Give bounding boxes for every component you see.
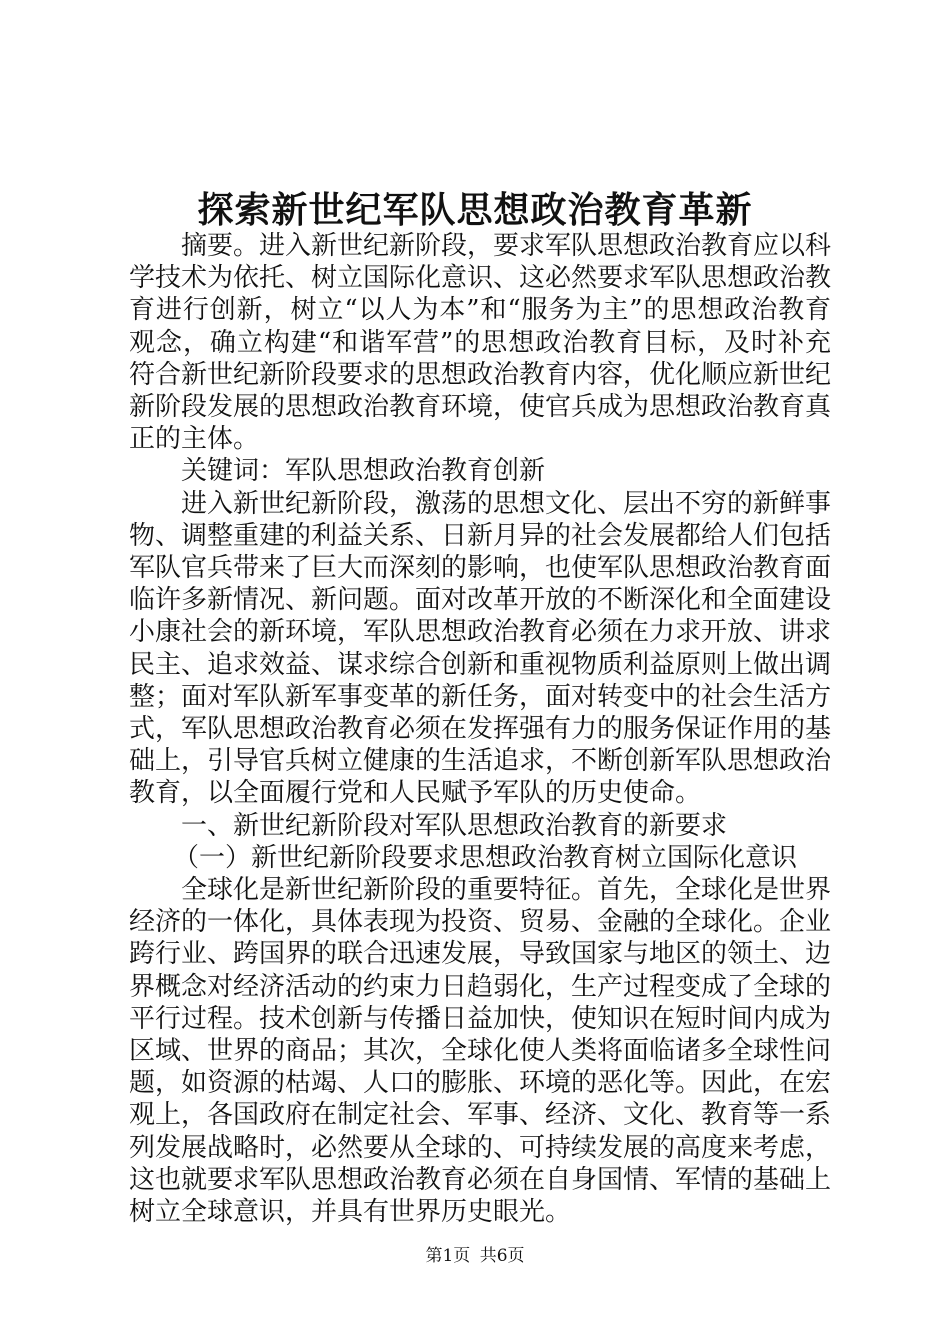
body-paragraph: 全球化是新世纪新阶段的重要特征。首先，全球化是世界经济的一体化，具体表现为投资、贸易、金融的全球化。企业跨行业、跨国界的联合迅速发展，导致国家与地区的领土、边界概念对经济活动的约束力日趋弱化，生产过程变成了全球的平行过程。技术创新与传播日益加快，使知识在短时间内成为区域、世界的商品；其次，全球化使人类将面临诸多全球性问题，如资源的枯竭、人口的膨胀、环境的恶化等。因此，在宏观上，各国政府在制定社会、军事、经济、文化、教育等一系列发展战略时，必然要从全球的、可持续发展的高度来考虑，这也就要求军队思想政治教育必须在自身国情、军情的基础上树立全球意识，并具有世界历史眼光。 — [129, 875, 832, 1228]
document-title: 探索新世纪军队思想政治教育革新 — [197, 189, 753, 231]
page-footer — [0, 1244, 950, 1268]
document-body — [129, 230, 831, 1228]
subsection-heading: （一）新世纪新阶段要求思想政治教育树立国际化意识 — [173, 842, 798, 873]
keywords-paragraph: 关键词：军队思想政治教育创新 — [181, 456, 546, 487]
intro-paragraph: 进入新世纪新阶段，激荡的思想文化、层出不穷的新鲜事物、调整重建的利益关系、日新月异的社会发展都给人们包括军队官兵带来了巨大而深刻的影响，也使军队思想政治教育面临许多新情况、新问题。面对改革开放的不断深化和全面建设小康社会的新环境，军队思想政治教育必须在力求开放、讲求民主、追求效益、谋求综合创新和重视物质利益原则上做出调整；面对军队新军事变革的新任务，面对转变中的社会生活方式，军队思想政治教育必须在发挥强有力的服务保证作用的基础上，引导官兵树立健康的生活追求，不断创新军队思想政治教育，以全面履行党和人民赋予军队的历史使命。 — [129, 488, 832, 809]
abstract-paragraph: 摘要。进入新世纪新阶段，要求军队思想政治教育应以科学技术为依托、树立国际化意识、这必然要求军队思想政治教育进行创新，树立“以人为本”和“服务为主”的思想政治教育观念，确立构建“和谐军营”的思想政治教育目标，及时补充符合新世纪新阶段要求的思想政治教育内容，优化顺应新世纪新阶段发展的思想政治教育环境，使官兵成为思想政治教育真正的主体。 — [129, 231, 832, 455]
page-total: 共6页 — [479, 1246, 525, 1266]
page-number: 第1页 — [425, 1246, 471, 1266]
section-heading: 一、新世纪新阶段对军队思想政治教育的新要求 — [181, 810, 728, 841]
